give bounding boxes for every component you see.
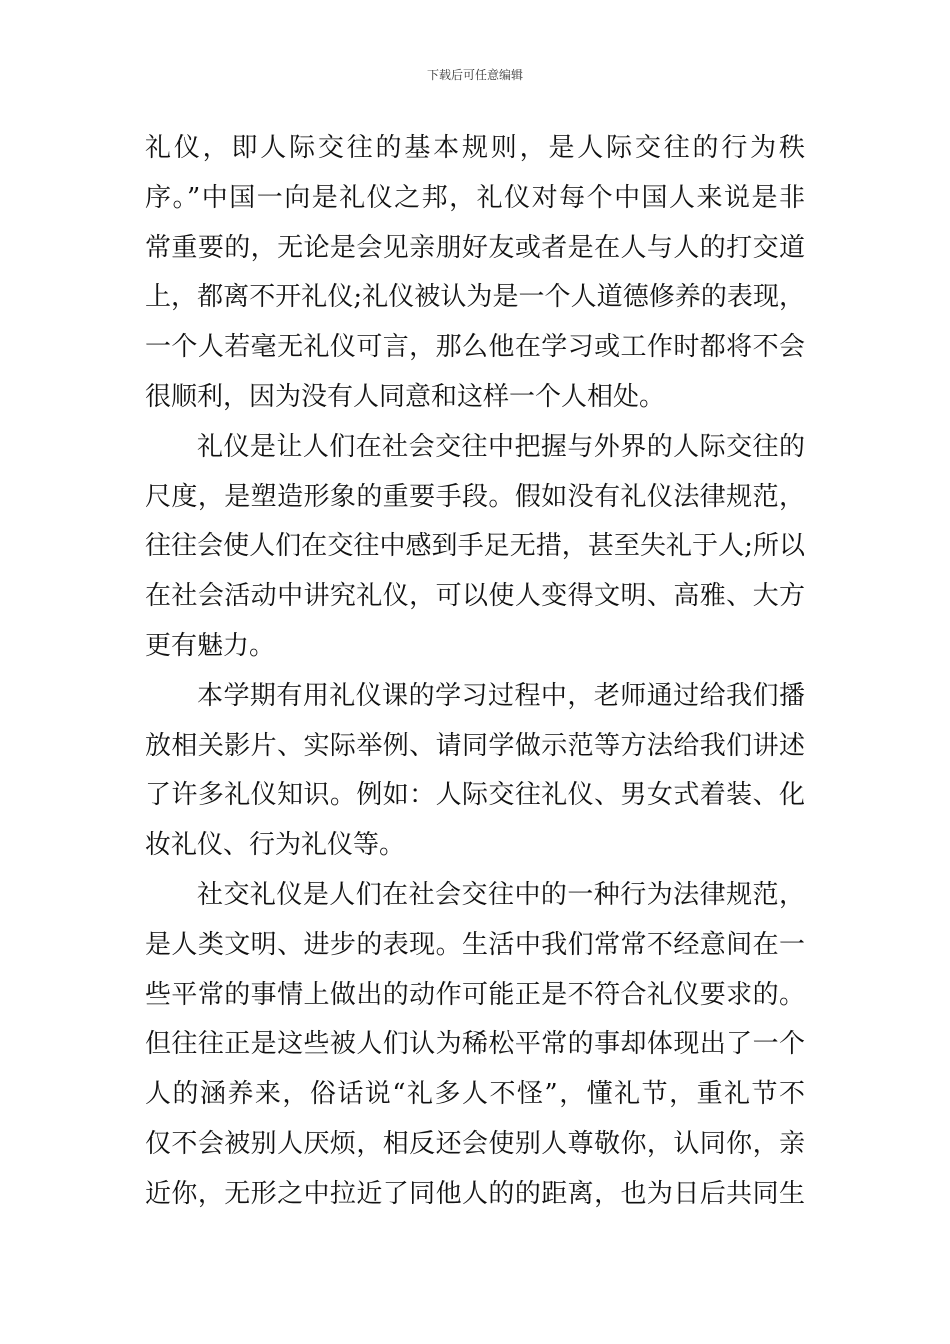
text-line: 很顺利，因为没有人同意和这样一个人相处。 (145, 381, 666, 412)
text-line: 是人类文明、进步的表现。生活中我们常常不经意间在一 (145, 929, 805, 960)
text-line: 仅不会被别人厌烦，相反还会使别人尊敬你，认同你，亲 (145, 1128, 805, 1159)
document-body (145, 124, 805, 1220)
text-line: 一个人若毫无礼仪可言，那么他在学习或工作时都将不会 (145, 332, 805, 363)
text-line: 礼仪是让人们在社会交往中把握与外界的人际交往的 (197, 431, 805, 462)
text-line: 妆礼仪、行为礼仪等。 (145, 830, 406, 861)
text-line: 社交礼仪是人们在社会交往中的一种行为法律规范， (197, 879, 805, 910)
text-line: 些平常的事情上做出的动作可能正是不符合礼仪要求的。 (145, 979, 805, 1010)
text-line: 常重要的，无论是会见亲朋好友或者是在人与人的打交道 (145, 232, 805, 263)
text-line: 更有魅力。 (145, 630, 276, 661)
text-line: 放相关影片、实际举例、请同学做示范等方法给我们讲述 (145, 730, 805, 761)
text-line: 往往会使人们在交往中感到手足无措，甚至失礼于人;所以 (145, 531, 805, 562)
text-line: 上，都离不开礼仪;礼仪被认为是一个人道德修养的表现， (145, 282, 805, 313)
text-line: 礼仪，即人际交往的基本规则，是人际交往的行为秩 (145, 133, 805, 163)
text-line: 在社会活动中讲究礼仪，可以使人变得文明、高雅、大方 (145, 581, 805, 612)
text-line: 序。”中国一向是礼仪之邦，礼仪对每个中国人来说是非 (145, 182, 805, 213)
text-line: 本学期有用礼仪课的学习过程中，老师通过给我们播 (197, 680, 805, 711)
text-line: 尺度，是塑造形象的重要手段。假如没有礼仪法律规范， (145, 481, 805, 512)
text-line: 但往往正是这些被人们认为稀松平常的事却体现出了一个 (145, 1029, 805, 1060)
text-line: 人的涵养来，俗话说“礼多人不怪”，懂礼节，重礼节不 (145, 1079, 805, 1110)
page-header: 下载后可任意编辑 (426, 68, 523, 82)
text-line: 了许多礼仪知识。例如：人际交往礼仪、男女式着装、化 (145, 780, 805, 811)
text-line: 近你，无形之中拉近了同他人的的距离，也为日后共同生 (145, 1178, 805, 1209)
